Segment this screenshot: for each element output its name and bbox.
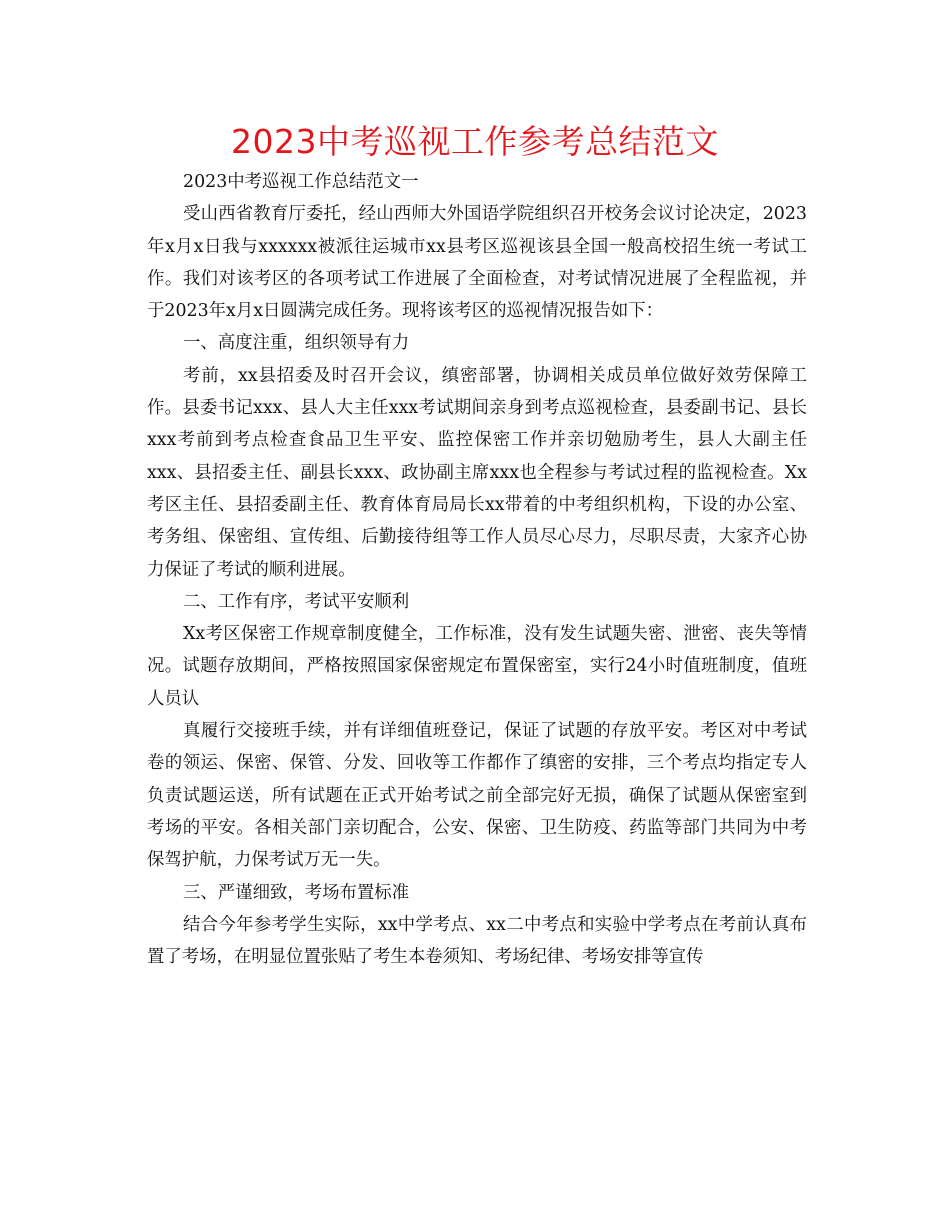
subtitle-paragraph: 2023中考巡视工作总结范文一: [183, 172, 419, 192]
body-paragraph: 结合今年参考学生实际，xx中学考点、xx二中考点和实验中学考点在考前认真布置了考场，在明显位置张贴了考生本卷须知、考场纪律、考场安排等宣传: [147, 914, 807, 968]
document-body: [147, 166, 807, 973]
section-heading-2: 二、工作有序，考试平安顺利: [183, 591, 410, 612]
section-heading-1: 一、高度注重，组织领导有力: [183, 333, 410, 354]
intro-paragraph: 受山西省教育厅委托，经山西师大外国语学院组织召开校务会议讨论决定，2023年x月x日我与xxxxxx被派往运城市xx县考区巡视该县全国一般高校招生统一考试工作。我们对该考区的各项考试工作进展了全面检查，对考试情况进展了全程监视，并于2023年x月x日圆满完成任务。现将该考区的巡视情况报告如下：: [147, 204, 807, 322]
body-paragraph: 真履行交接班手续，并有详细值班登记，保证了试题的存放平安。考区对中考试卷的领运、保密、保管、分发、回收等工作都作了缜密的安排，三个考点均指定专人负责试题运送，所有试题在正式开始考试之前全部完好无损，确保了试题从保密室到考场的平安。各相关部门亲切配合，公安、保密、卫生防疫、药监等部门共同为中考保驾护航，力保考试万无一失。: [147, 721, 807, 871]
section-heading-3: 三、严谨细致，考场布置标准: [183, 882, 410, 903]
document-title: 2023中考巡视工作参考总结范文: [231, 122, 719, 161]
body-paragraph: 考前，xx县招委及时召开会议，缜密部署，协调相关成员单位做好效劳保障工作。县委书记xxx、县人大主任xxx考试期间亲身到考点巡视检查，县委副书记、县长xxx考前到考点检查食品卫生平安、监控保密工作并亲切勉励考生，县人大副主任xxx、县招委主任、副县长xxx、政协副主席xxx也全程参与考试过程的监视检查。Xx考区主任、县招委副主任、教育体育局局长xx带着的中考组织机构，下设的办公室、考务组、保密组、宣传组、后勤接待组等工作人员尽心尽力，尽职尽责，大家齐心协力保证了考试的顺利进展。: [147, 365, 807, 580]
body-paragraph: Xx考区保密工作规章制度健全，工作标准，没有发生试题失密、泄密、丧失等情况。试题存放期间，严格按照国家保密规定布置保密室，实行24小时值班制度，值班人员认: [147, 624, 807, 709]
